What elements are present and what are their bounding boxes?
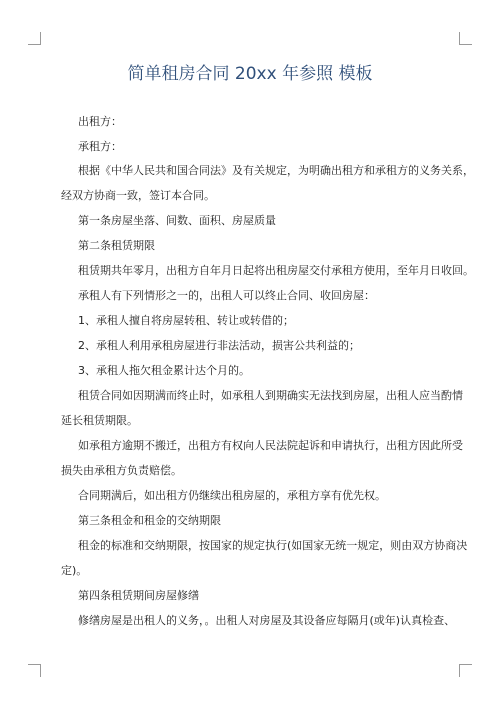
corner-mark-top-left: [28, 32, 41, 45]
corner-mark-bottom-right: [459, 664, 472, 677]
document-title: 简单租房合同 20xx 年参照 模板: [127, 64, 373, 84]
expiry-paragraph-line-1: 租赁合同如因期满而终止时，如承租人到期确实无法找到房屋，出租人应当酌情: [78, 389, 463, 402]
lessee-line: 承租方：: [78, 140, 122, 153]
priority-paragraph: 合同期满后，如出租方仍继续出租房屋的，承租方享有优先权。: [78, 489, 386, 502]
corner-mark-top-right: [459, 32, 472, 45]
article-3-heading: 第三条租金和租金的交纳期限: [78, 514, 221, 527]
termination-intro: 承租人有下列情形之一的，出租人可以终止合同、收回房屋：: [78, 289, 375, 302]
termination-item-2: 2、承租人利用承租房屋进行非法活动，损害公共利益的；: [78, 339, 360, 352]
expiry-paragraph-line-2: 延长租赁期限。: [61, 414, 138, 427]
rent-paragraph-line-2: 定)。: [61, 564, 88, 577]
lessor-line: 出租方：: [78, 115, 122, 128]
overstay-paragraph-line-1: 如承租方逾期不搬迁，出租方有权向人民法院起诉和申请执行，出租方因此所受: [78, 439, 463, 452]
corner-mark-bottom-left: [28, 664, 41, 677]
article-4-heading: 第四条租赁期间房屋修缮: [78, 589, 199, 602]
termination-item-1: 1、承租人擅自将房屋转租、转让或转借的；: [78, 314, 294, 327]
lease-term-paragraph: 租赁期共年零月，出租方自年月日起将出租房屋交付承租方使用，至年月日收回。: [78, 264, 474, 277]
article-1-heading: 第一条房屋坐落、间数、面积、房屋质量: [78, 214, 276, 227]
termination-item-3: 3、承租人拖欠租金累计达个月的。: [78, 364, 250, 377]
preamble-line-2: 经双方协商一致，签订本合同。: [61, 189, 215, 202]
overstay-paragraph-line-2: 损失由承租方负责赔偿。: [61, 464, 182, 477]
article-2-heading: 第二条租赁期限: [78, 239, 155, 252]
rent-paragraph-line-1: 租金的标准和交纳期限，按国家的规定执行(如国家无统一规定，则由双方协商决: [78, 539, 468, 552]
preamble-line-1: 根据《中华人民共和国合同法》及有关规定，为明确出租方和承租方的义务关系，: [78, 164, 474, 177]
repair-paragraph-line-1: 修缮房屋是出租人的义务，。出租人对房屋及其设备应每隔月(或年)认真检查、: [78, 614, 456, 627]
